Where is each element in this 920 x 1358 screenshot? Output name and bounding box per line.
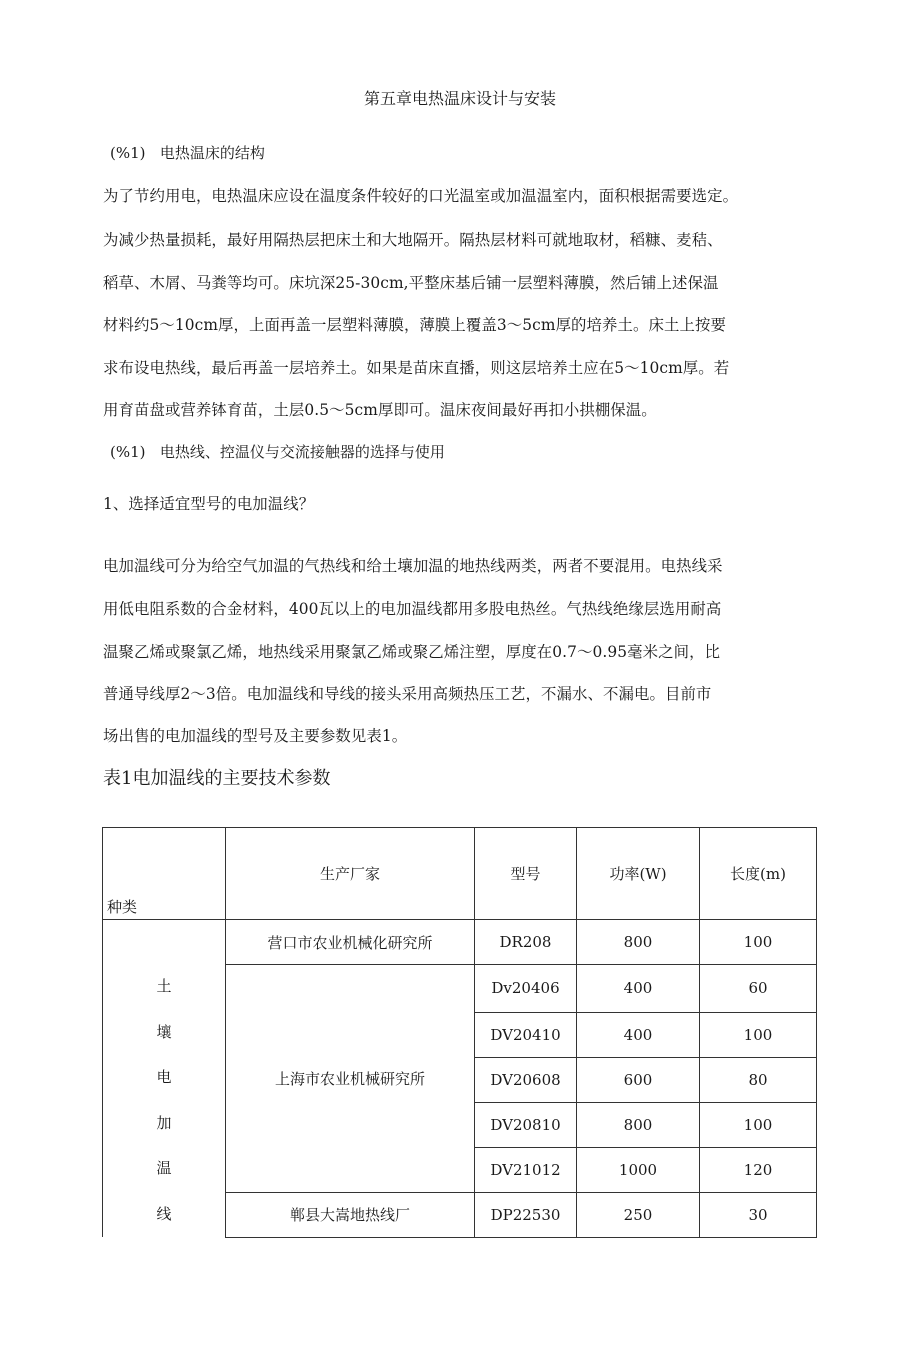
model-cell: DV20608	[475, 1057, 577, 1102]
manufacturer-cell: 上海市农业机械研究所	[226, 965, 475, 1193]
kind-char: 加	[156, 1113, 172, 1132]
kind-char: 电	[156, 1068, 172, 1086]
header-kind: 种类	[103, 828, 226, 920]
length-cell: 100	[700, 920, 817, 965]
model-cell: DR208	[475, 920, 577, 965]
length-cell: 100	[700, 1012, 817, 1057]
model-cell: DP22530	[475, 1192, 577, 1237]
model-cell: DV20410	[475, 1012, 577, 1057]
paragraph-line: 求布设电热线，最后再盖一层培养土。如果是苗床直播，则这层培养土应在5～10cm厚。若	[103, 359, 730, 377]
power-cell: 800	[577, 1102, 700, 1147]
page-title: 第五章电热温床设计与安装	[363, 89, 556, 108]
manufacturer-cell: 营口市农业机械化研究所	[226, 920, 475, 965]
kind-char: 温	[156, 1159, 172, 1177]
length-cell: 60	[700, 965, 817, 1013]
length-cell: 100	[700, 1102, 817, 1147]
model-cell: Dv20406	[475, 965, 577, 1013]
kind-char: 壤	[156, 1022, 172, 1041]
section-heading-1	[110, 142, 265, 163]
kind-cell	[103, 920, 226, 1238]
paragraph-line: 材料约5～10cm厚，上面再盖一层塑料薄膜，薄膜上覆盖3～5cm厚的培养土。床土上按要	[103, 316, 726, 334]
length-cell: 80	[700, 1057, 817, 1102]
paragraph-line: 为减少热量损耗，最好用隔热层把床土和大地隔开。隔热层材料可就地取材，稻糠、麦秸、	[103, 231, 723, 249]
paragraph-line: 用育苗盘或营养钵育苗，土层0.5～5cm厚即可。温床夜间最好再扣小拱棚保温。	[103, 401, 657, 419]
power-cell: 600	[577, 1057, 700, 1102]
header-power: 功率(W)	[577, 828, 700, 920]
power-cell: 1000	[577, 1147, 700, 1192]
paragraph-line: 温聚乙烯或聚氯乙烯，地热线采用聚氯乙烯或聚乙烯注塑，厚度在0.7～0.95毫米之间，比	[103, 643, 721, 661]
section-heading-2	[110, 441, 445, 462]
section-title: 电热线、控温仪与交流接触器的选择与使用	[159, 443, 445, 461]
spec-table	[102, 827, 817, 1238]
list-item-heading: 1、选择适宜型号的电加温线？	[103, 495, 315, 513]
length-cell: 120	[700, 1147, 817, 1192]
length-cell: 30	[700, 1192, 817, 1237]
kind-char: 线	[156, 1204, 172, 1223]
power-cell: 250	[577, 1192, 700, 1237]
model-cell: DV20810	[475, 1102, 577, 1147]
table-header-row	[103, 828, 817, 920]
header-model: 型号	[475, 828, 577, 920]
paragraph-line: 稻草、木屑、马粪等均可。床坑深25-30cm,平整床基后铺一层塑料薄膜，然后铺上述保温	[103, 274, 719, 292]
section-number: (%1)	[110, 443, 146, 461]
paragraph-line: 用低电阻系数的合金材料，400瓦以上的电加温线都用多股电热丝。气热线绝缘层选用耐高	[103, 600, 722, 618]
power-cell: 800	[577, 920, 700, 965]
section-number: (%1)	[110, 144, 146, 162]
power-cell: 400	[577, 1012, 700, 1057]
manufacturer-cell: 郸县大嵩地热线厂	[226, 1192, 475, 1237]
paragraph-line: 普通导线厚2～3倍。电加温线和导线的接头采用高频热压工艺，不漏水、不漏电。目前市	[103, 685, 712, 703]
paragraph-line: 为了节约用电，电热温床应设在温度条件较好的口光温室或加温温室内，面积根据需要选定。	[103, 187, 739, 205]
power-cell: 400	[577, 965, 700, 1013]
paragraph-line: 电加温线可分为给空气加温的气热线和给土壤加温的地热线两类，两者不要混用。电热线采	[103, 557, 723, 575]
model-cell: DV21012	[475, 1147, 577, 1192]
header-length: 长度(m)	[700, 828, 817, 920]
paragraph-line: 场出售的电加温线的型号及主要参数见表1。	[103, 727, 408, 745]
header-manufacturer: 生产厂家	[226, 828, 475, 920]
table-caption: 表1电加温线的主要技术参数	[103, 768, 331, 789]
section-title: 电热温床的结构	[159, 144, 265, 162]
table-row	[103, 920, 817, 965]
kind-char: 土	[156, 977, 172, 995]
